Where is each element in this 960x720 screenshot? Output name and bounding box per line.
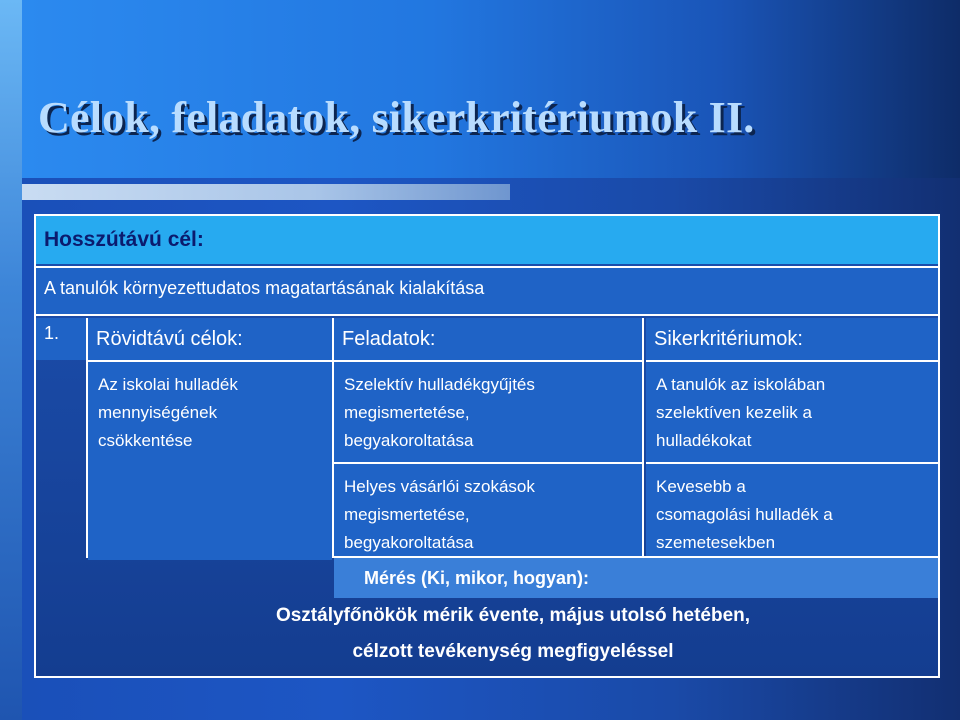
- criterion-cell: [646, 360, 938, 462]
- slide-title: Célok, feladatok, sikerkritériumok II.: [38, 93, 755, 142]
- short-goal-cell: [88, 360, 332, 560]
- task-line: megismertetése,: [344, 403, 470, 422]
- criterion-line: Kevesebb a: [656, 477, 746, 496]
- short-goal-line: mennyiségének: [98, 403, 218, 422]
- task-line: begyakoroltatása: [344, 431, 474, 450]
- task-line: Szelektív hulladékgyűjtés: [344, 375, 535, 394]
- measurement-line: célzott tevékenység megfigyeléssel: [352, 641, 674, 662]
- title-underline-bar: [22, 184, 510, 200]
- left-accent-stripe: [0, 0, 22, 720]
- measurement-line: Osztályfőnökök mérik évente, május utolsó hetében,: [275, 605, 751, 626]
- task-line: Helyes vásárlói szokások: [344, 477, 535, 496]
- criterion-line: hulladékokat: [656, 431, 752, 450]
- header-short-goals: Rövidtávú célok:: [88, 318, 332, 360]
- column-divider: [642, 318, 644, 558]
- criterion-line: szelektíven kezelik a: [656, 403, 812, 422]
- row-number: 1.: [36, 318, 86, 360]
- criterion-cell: [646, 462, 938, 558]
- long-goal-label: Hosszútávú cél:: [36, 216, 938, 264]
- criterion-line: A tanulók az iskolában: [656, 375, 826, 394]
- header-tasks: Feladatok:: [334, 318, 642, 360]
- task-cell: [334, 462, 642, 558]
- column-divider: [86, 318, 88, 558]
- task-line: begyakoroltatása: [344, 533, 474, 552]
- task-line: megismertetése,: [344, 505, 470, 524]
- title-band: [0, 0, 960, 178]
- short-goal-line: Az iskolai hulladék: [98, 375, 238, 394]
- measurement-label: Mérés (Ki, mikor, hogyan):: [334, 556, 938, 598]
- header-criteria: Sikerkritériumok:: [646, 318, 938, 360]
- short-goal-line: csökkentése: [98, 431, 193, 450]
- long-goal-text: A tanulók környezettudatos magatartásának kialakítása: [36, 266, 938, 316]
- column-divider: [332, 318, 334, 558]
- task-cell: [334, 360, 642, 462]
- criterion-line: csomagolási hulladék a: [656, 505, 833, 524]
- measurement-description: [88, 598, 938, 670]
- criterion-line: szemetesekben: [656, 533, 776, 552]
